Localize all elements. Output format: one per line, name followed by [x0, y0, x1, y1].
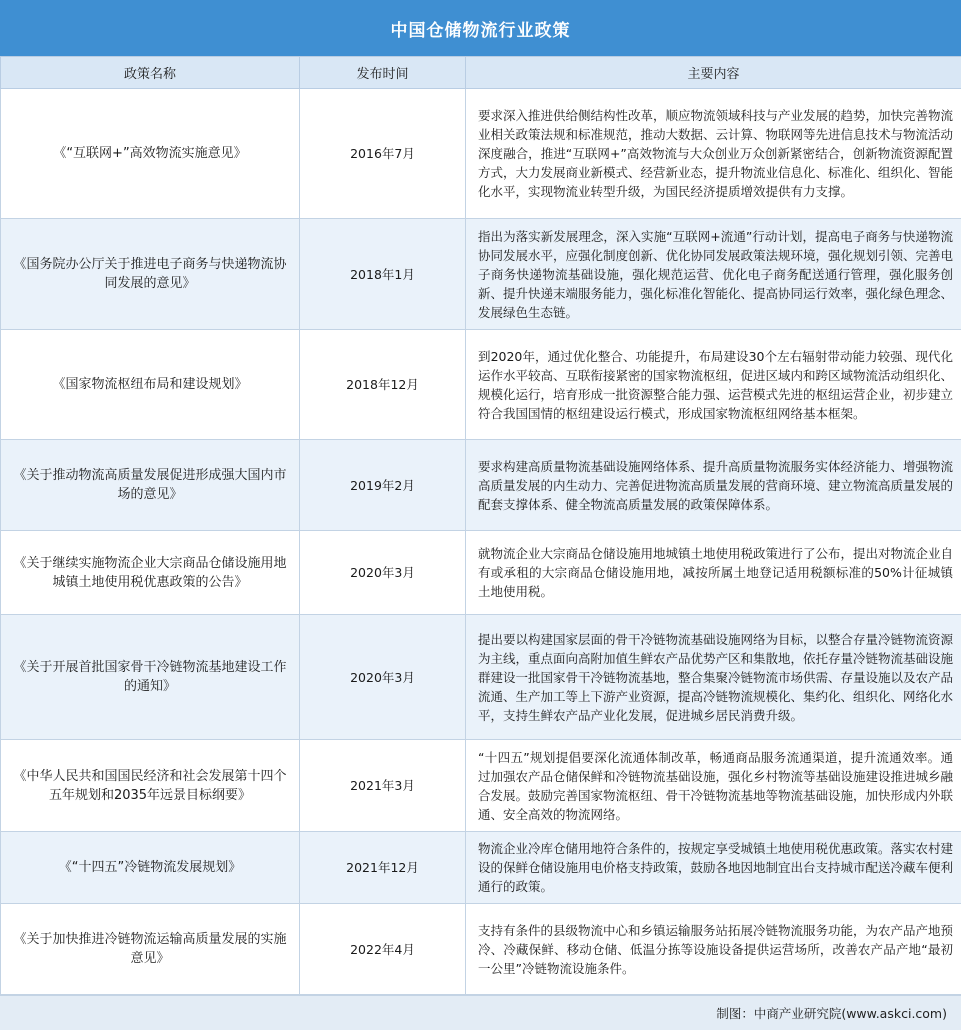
policy-date: 2020年3月 [300, 615, 466, 740]
header-content: 主要内容 [466, 57, 961, 89]
policy-date: 2016年7月 [300, 89, 466, 219]
policy-date: 2019年2月 [300, 440, 466, 531]
table-row [1, 531, 961, 615]
policy-content: 就物流企业大宗商品仓储设施用地城镇土地使用税政策进行了公布，提出对物流企业自有或承租的大宗商品仓储设施用地，减按所属土地登记适用税额标准的50%计征城镇土地使用税。 [466, 531, 961, 615]
policy-content: 物流企业冷库仓储用地符合条件的，按规定享受城镇土地使用税优惠政策。落实农村建设的保鲜仓储设施用电价格支持政策，鼓励各地因地制宜出台支持城市配送冷藏车便利通行的政策。 [466, 832, 961, 904]
policy-name: 《“互联网+”高效物流实施意见》 [1, 89, 300, 219]
policy-name: 《关于推动物流高质量发展促进形成强大国内市场的意见》 [1, 440, 300, 531]
policy-date: 2018年12月 [300, 330, 466, 440]
header-date: 发布时间 [300, 57, 466, 89]
table-row [1, 904, 961, 995]
policy-content: 提出要以构建国家层面的骨干冷链物流基础设施网络为目标，以整合存量冷链物流资源为主线，重点面向高附加值生鲜农产品优势产区和集散地，依托存量冷链物流基础设施群建设一批国家骨干冷链物流基地，整合集聚冷链物流市场供需、存量设施以及农产品流通、生产加工等上下游产业资源，提高冷链物流规模化、集约化、组织化、网络化水平，支持生鲜农产品产业化发展，促进城乡居民消费升级。 [466, 615, 961, 740]
policy-content: 到2020年，通过优化整合、功能提升，布局建设30个左右辐射带动能力较强、现代化运作水平较高、互联衔接紧密的国家物流枢纽，促进区域内和跨区域物流活动组织化、规模化运行，培育形成一批资源整合能力强、运营模式先进的枢纽运营企业，初步建立符合我国国情的枢纽建设运行模式，形成国家物流枢纽网络基本框架。 [466, 330, 961, 440]
policy-content: 要求深入推进供给侧结构性改革，顺应物流领域科技与产业发展的趋势，加快完善物流业相关政策法规和标准规范，推动大数据、云计算、物联网等先进信息技术与物流活动深度融合，推进“互联网+”高效物流与大众创业万众创新紧密结合，创新物流资源配置方式，大力发展商业新模式、经营新业态，提升物流业信息化、标准化、组织化、智能化水平，实现物流业转型升级，为国民经济提质增效提供有力支撑。 [466, 89, 961, 219]
table-row [1, 832, 961, 904]
table-row [1, 740, 961, 832]
policy-content: “十四五”规划提倡要深化流通体制改革，畅通商品服务流通渠道，提升流通效率。通过加强农产品仓储保鲜和冷链物流基础设施，强化乡村物流等基础设施建设推进城乡融合发展。鼓励完善国家物流枢纽、骨干冷链物流基地等物流基础设施，加快形成内外联通、安全高效的物流网络。 [466, 740, 961, 832]
policy-content: 支持有条件的县级物流中心和乡镇运输服务站拓展冷链物流服务功能，为农产品产地预冷、冷藏保鲜、移动仓储、低温分拣等设施设备提供运营场所，改善农产品产地“最初一公里”冷链物流设施条件。 [466, 904, 961, 995]
table-row [1, 330, 961, 440]
policy-name: 《关于加快推进冷链物流运输高质量发展的实施意见》 [1, 904, 300, 995]
policy-name: 《国家物流枢纽布局和建设规划》 [1, 330, 300, 440]
policy-table [0, 56, 961, 995]
table-row [1, 219, 961, 330]
policy-name: 《关于开展首批国家骨干冷链物流基地建设工作的通知》 [1, 615, 300, 740]
policy-name: 《“十四五”冷链物流发展规划》 [1, 832, 300, 904]
policy-date: 2018年1月 [300, 219, 466, 330]
policy-name: 《国务院办公厅关于推进电子商务与快递物流协同发展的意见》 [1, 219, 300, 330]
policy-content: 指出为落实新发展理念，深入实施“互联网+流通”行动计划，提高电子商务与快递物流协同发展水平，应强化制度创新、优化协同发展政策法规环境，强化规划引领、完善电子商务快递物流基础设施，强化规范运营、优化电子商务配送通行管理，强化服务创新、提升快递末端服务能力，强化标准化智能化、提高协同运行效率，强化绿色理念、发展绿色生态链。 [466, 219, 961, 330]
table-row [1, 89, 961, 219]
table-header-row [1, 57, 961, 89]
table-row [1, 615, 961, 740]
page-title: 中国仓储物流行业政策 [0, 0, 961, 56]
policy-date: 2022年4月 [300, 904, 466, 995]
header-name: 政策名称 [1, 57, 300, 89]
policy-date: 2020年3月 [300, 531, 466, 615]
source-footer: 制图：中商产业研究院(www.askci.com) [0, 995, 961, 1030]
table-row [1, 440, 961, 531]
policy-name: 《关于继续实施物流企业大宗商品仓储设施用地城镇土地使用税优惠政策的公告》 [1, 531, 300, 615]
policy-date: 2021年12月 [300, 832, 466, 904]
policy-name: 《中华人民共和国国民经济和社会发展第十四个五年规划和2035年远景目标纲要》 [1, 740, 300, 832]
policy-date: 2021年3月 [300, 740, 466, 832]
policy-content: 要求构建高质量物流基础设施网络体系、提升高质量物流服务实体经济能力、增强物流高质量发展的内生动力、完善促进物流高质量发展的营商环境、建立物流高质量发展的配套支撑体系、健全物流高质量发展的政策保障体系。 [466, 440, 961, 531]
